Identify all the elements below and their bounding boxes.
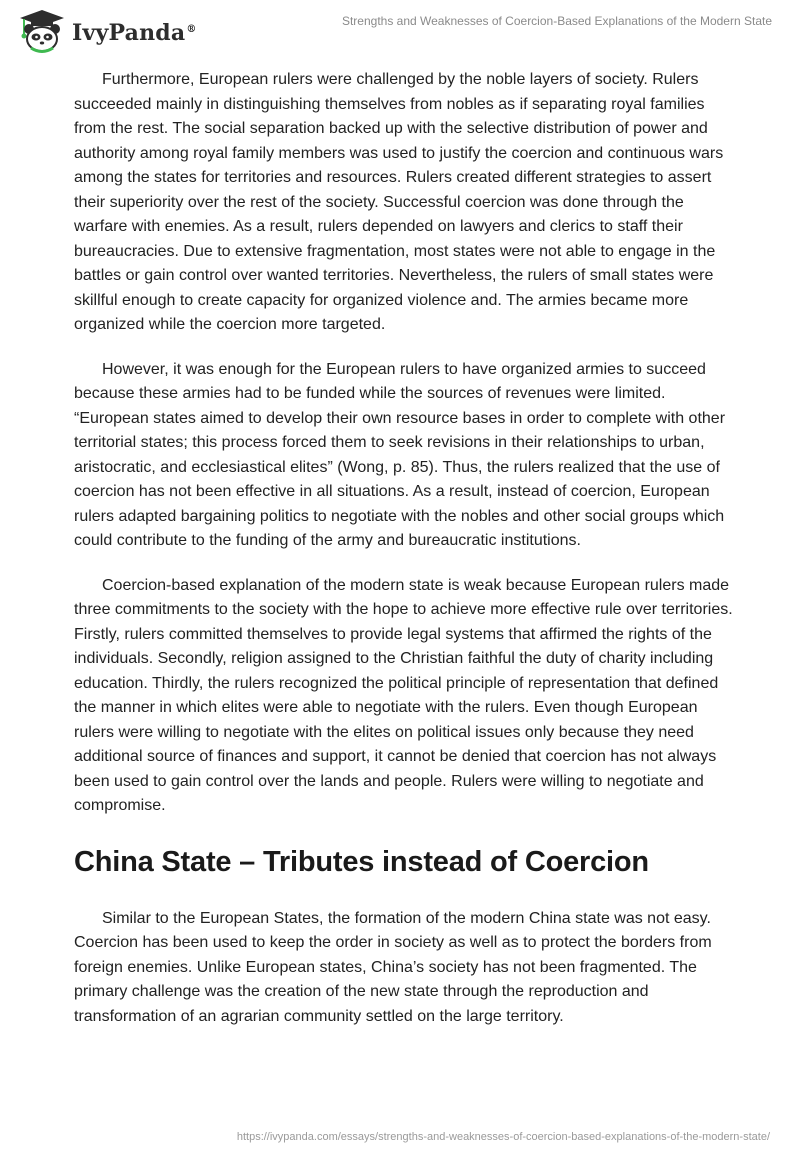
ivypanda-logo[interactable]: [14, 8, 197, 54]
body-paragraph-2: However, it was enough for the European rulers to have organized armies to succeed because these armies had to be funded while the sources of revenues were limited. “European states aimed to develop their own resource bases in order to complete with other territorial states; this process forced them to seek revisions in their relationships to urban, aristocratic, and ecclesiastical elites” (Wong, p. 85). Thus, the rulers realized that the use of coercion has not been effective in all situations. As a result, instead of coercion, European rulers adapted bargaining politics to negotiate with the nobles and other social groups which could contribute to the funding of the army and bureaucratic institutions.: [74, 360, 726, 549]
logo-wordmark: IvyPanda®: [72, 20, 197, 46]
running-title: Strengths and Weaknesses of Coercion-Based Explanations of the Modern State: [341, 14, 772, 28]
source-url[interactable]: https://ivypanda.com/essays/strengths-and-weaknesses-of-coercion-based-explanations-of-the-modern-state/: [236, 1131, 770, 1143]
essay-body: [74, 68, 734, 1049]
panda-graduate-icon: [14, 8, 66, 54]
page-header: [0, 0, 800, 60]
body-paragraph-4: Similar to the European States, the formation of the modern China state was not easy. Coercion has been used to keep the order in society as well as to protect the borders from foreign enemies. Unlike European states, China’s society has not been fragmented. The primary challenge was the creation of the new state through the reproduction and transformation of an agrarian community settled on the large territory.: [74, 909, 712, 1025]
section-heading: China State – Tributes instead of Coercion: [74, 845, 649, 878]
body-paragraph-3: Coercion-based explanation of the modern state is weak because European rulers made three commitments to the society with the hope to achieve more effective rule over territories. Firstly, rulers committed themselves to provide legal systems that affirmed the rights of the individuals. Secondly, religion assigned to the Christian faithful the duty of charity including education. Thirdly, the rulers recognized the political principle of representation that defined the manner in which elites were able to negotiate with the rulers. Even though European rulers were willing to negotiate with the elites on political issues only because they need additional source of finances and support, it cannot be denied that coercion has not always been used to gain control over the lands and people. Rulers were willing to negotiate and compromise.: [74, 576, 733, 814]
body-paragraph-1: Furthermore, European rulers were challenged by the noble layers of society. Rulers succeeded mainly in distinguishing themselves from nobles as if separating royal families from the rest. The social separation backed up with the selective distribution of power and authority among royal family members was used to justify the coercion and continuous wars among the states for territories and resources. Rulers created different strategies to assert their superiority over the rest of the society. Successful coercion was done through the warfare with enemies. As a result, rulers depended on lawyers and clerics to staff their bureaucracies. Due to extensive fragmentation, most states were not able to engage in the battles or gain control over wanted territories. Nevertheless, the rulers of small states were skillful enough to create capacity for organized violence and. The armies became more organized while the coercion more targeted.: [74, 71, 724, 333]
